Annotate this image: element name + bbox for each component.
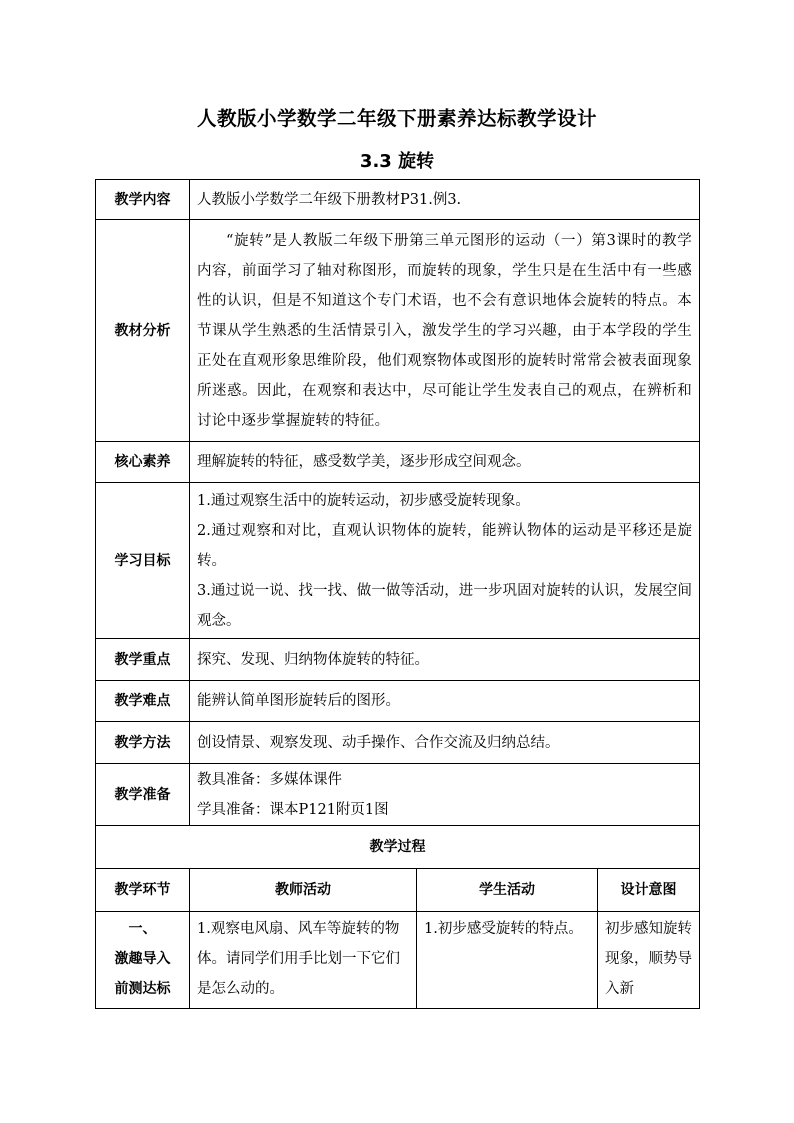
process-heading: 教学过程	[96, 826, 700, 869]
stage-1-name-line: 激趣导入	[114, 951, 171, 967]
stage-1-teacher-activity: 1.观察电风扇、风车等旋转的物体。请同学们用手比划一下它们是怎么动的。	[190, 912, 417, 1009]
row-process-heading	[96, 826, 700, 869]
stage-1-student-activity: 1.初步感受旋转的特点。	[417, 912, 598, 1009]
label-learning-goals: 学习目标	[96, 483, 190, 639]
label-core-literacy: 核心素养	[96, 442, 190, 483]
label-preparation: 教学准备	[96, 764, 190, 826]
value-teaching-content: 人教版小学数学二年级下册教材P31.例3.	[190, 180, 700, 220]
col-student-activity: 学生活动	[417, 869, 598, 912]
row-preparation	[96, 764, 700, 826]
goal-item: 2.通过观察和对比，直观认识物体的旋转，能辨认物体的运动是平移还是旋转。	[197, 522, 693, 569]
row-learning-goals	[96, 483, 700, 639]
label-teaching-method: 教学方法	[96, 722, 190, 764]
value-learning-goals	[190, 483, 700, 639]
stage-1-design-intent: 初步感知旋转现象，顺势导入新	[598, 912, 700, 1009]
prep-teacher: 教具准备：多媒体课件	[197, 771, 342, 788]
row-key-point	[96, 639, 700, 681]
col-stage: 教学环节	[96, 869, 190, 912]
goal-item: 1.通过观察生活中的旋转运动，初步感受旋转现象。	[197, 492, 530, 509]
lesson-plan-table	[95, 179, 700, 1009]
row-difficulty	[96, 681, 700, 722]
value-core-literacy: 理解旋转的特征，感受数学美，逐步形成空间观念。	[190, 442, 700, 483]
label-teaching-content: 教学内容	[96, 180, 190, 220]
row-core-literacy	[96, 442, 700, 483]
stage-1-name	[96, 912, 190, 1009]
label-difficulty: 教学难点	[96, 681, 190, 722]
row-stage-1	[96, 912, 700, 1009]
row-teaching-method	[96, 722, 700, 764]
col-design-intent: 设计意图	[598, 869, 700, 912]
prep-student: 学具准备：课本P121附页1图	[197, 801, 389, 818]
col-teacher-activity: 教师活动	[190, 869, 417, 912]
label-key-point: 教学重点	[96, 639, 190, 681]
value-difficulty: 能辨认简单图形旋转后的图形。	[190, 681, 700, 722]
value-material-analysis: “旋转”是人教版二年级下册第三单元图形的运动（一）第3课时的教学内容，前面学习了轴对称图形，而旋转的现象，学生只是在生活中有一些感性的认识，但是不知道这个专门术语，也不会有意识地体会旋转的特点。本节课从学生熟悉的生活情景引入，激发学生的学习兴趣，由于本学段的学生正处在直观形象思维阶段，他们观察物体或图形的旋转时常常会被表面现象所迷惑。因此，在观察和表达中，尽可能让学生发表自己的观点，在辨析和讨论中逐步掌握旋转的特征。	[190, 220, 700, 442]
value-preparation	[190, 764, 700, 826]
value-teaching-method: 创设情景、观察发现、动手操作、合作交流及归纳总结。	[190, 722, 700, 764]
row-teaching-content	[96, 180, 700, 220]
row-process-columns	[96, 869, 700, 912]
stage-1-name-line: 前测达标	[114, 981, 171, 997]
label-material-analysis: 教材分析	[96, 220, 190, 442]
row-material-analysis	[96, 220, 700, 442]
goal-item: 3.通过说一说、找一找、做一做等活动，进一步巩固对旋转的认识，发展空间观念。	[197, 582, 693, 629]
document-subtitle: 3.3 旋转	[359, 151, 435, 172]
value-key-point: 探究、发现、归纳物体旋转的特征。	[190, 639, 700, 681]
document-title: 人教版小学数学二年级下册素养达标教学设计	[196, 107, 597, 130]
stage-1-name-line: 一、	[128, 921, 157, 937]
